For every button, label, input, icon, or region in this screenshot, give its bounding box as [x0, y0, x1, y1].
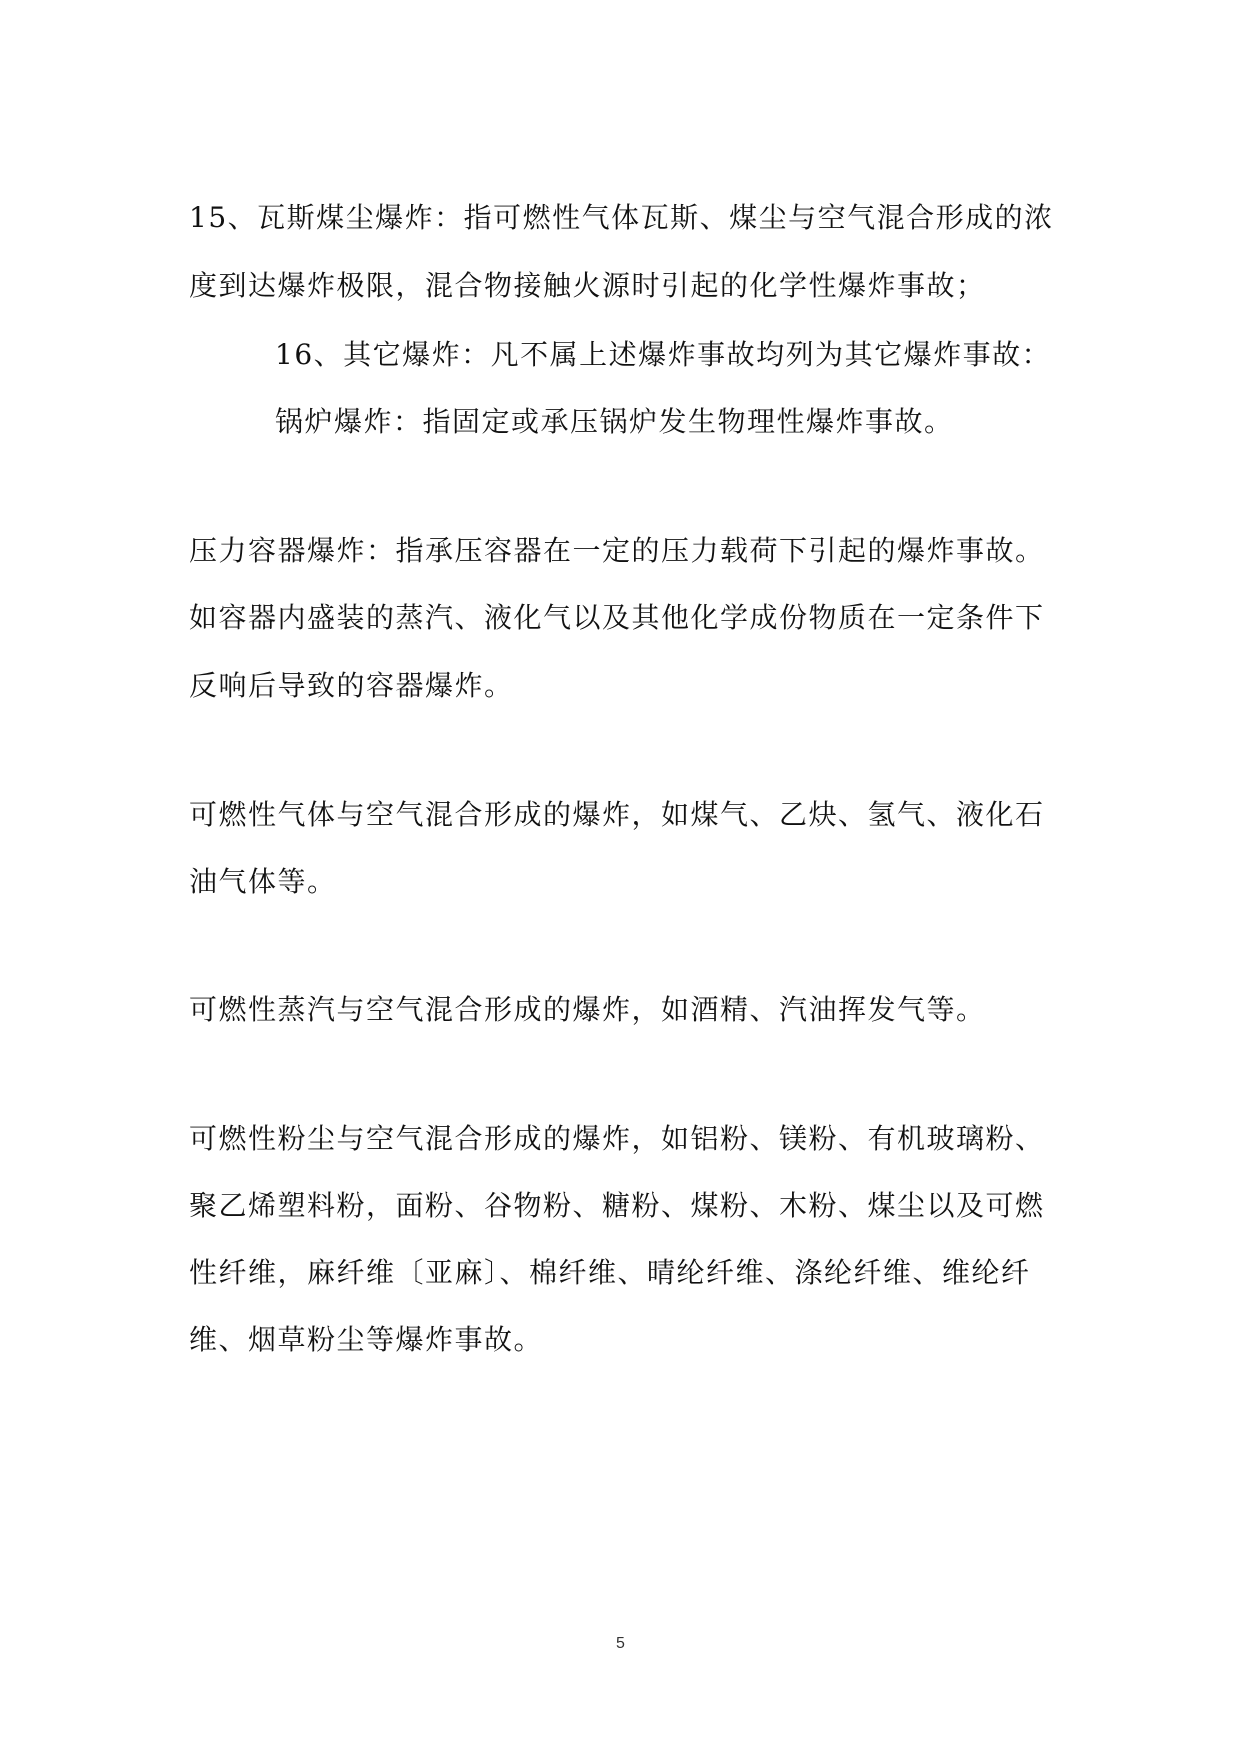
text-line: 油气体等。	[189, 865, 337, 898]
text-line: 可燃性蒸汽与空气混合形成的爆炸，如酒精、汽油挥发气等。	[189, 993, 986, 1026]
text-line: 聚乙烯塑料粉，面粉、谷物粉、糖粉、煤粉、木粉、煤尘以及可燃	[189, 1189, 1045, 1222]
text-line: 可燃性粉尘与空气混合形成的爆炸，如铝粉、镁粉、有机玻璃粉、	[189, 1122, 1045, 1155]
text-line: 如容器内盛装的蒸汽、液化气以及其他化学成份物质在一定条件下	[189, 601, 1045, 634]
text-line: 性纤维，麻纤维〔亚麻〕、棉纤维、晴纶纤维、涤纶纤维、维纶纤	[189, 1256, 1031, 1289]
text-line: 维、烟草粉尘等爆炸事故。	[189, 1323, 544, 1356]
text-line: 16、其它爆炸：凡不属上述爆炸事故均列为其它爆炸事故：	[275, 338, 1052, 371]
text-line: 15、瓦斯煤尘爆炸：指可燃性气体瓦斯、煤尘与空气混合形成的浓	[189, 201, 1054, 234]
text-line: 压力容器爆炸：指承压容器在一定的压力载荷下引起的爆炸事故。	[189, 534, 1045, 567]
text-line: 反响后导致的容器爆炸。	[189, 669, 514, 702]
page-number: 5	[616, 1635, 625, 1652]
text-line: 度到达爆炸极限，混合物接触火源时引起的化学性爆炸事故；	[189, 269, 986, 302]
text-line: 可燃性气体与空气混合形成的爆炸，如煤气、乙炔、氢气、液化石	[189, 798, 1045, 831]
text-line: 锅炉爆炸：指固定或承压锅炉发生物理性爆炸事故。	[275, 405, 954, 438]
